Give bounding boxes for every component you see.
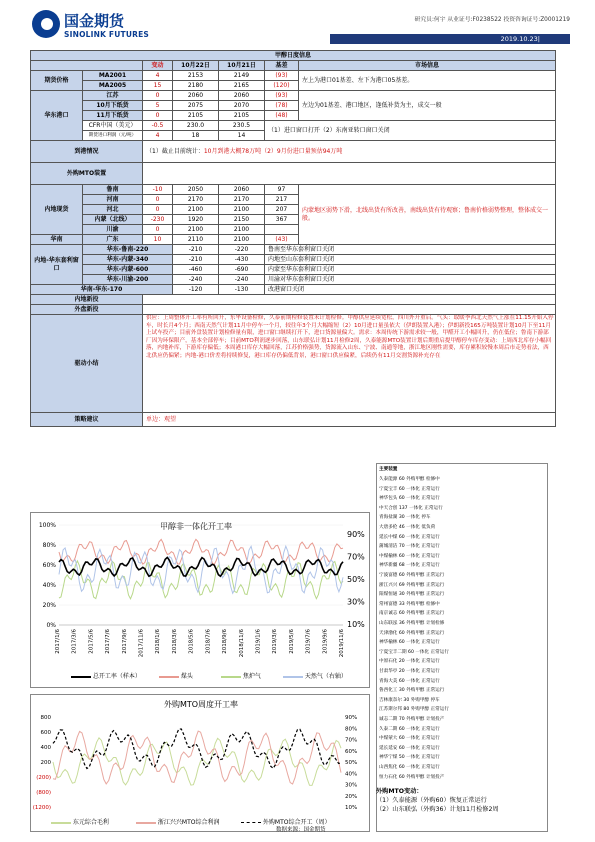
col-header-d21: 10月21日 xyxy=(219,61,265,71)
chart1-x-tick: 2018/9/6 xyxy=(222,629,229,654)
col-header-basis: 基差 xyxy=(265,61,299,71)
chart2-y2-tick: 60% xyxy=(345,748,358,755)
chart1-y2-tick: 10% xyxy=(347,620,365,629)
chart2-y2-tick: 70% xyxy=(345,737,358,744)
mto-unit-row: 鲁西化工 30 外购甲醇 正常运行 xyxy=(379,688,445,694)
logo-text-cn: 国金期货 xyxy=(64,12,125,30)
chart1-legend-coke: 焦炉气 xyxy=(221,671,261,680)
mto-unit-row: 南京诚志 60 外购甲醇 正常运行 xyxy=(379,611,445,617)
chart2-legend-2: 浙江兴兴MTO综合利润 xyxy=(136,817,220,826)
chart1-y-tick: 60% xyxy=(42,562,56,569)
chart1-x-tick: 2019/9/6 xyxy=(322,629,329,654)
futures-label: 期货价格 xyxy=(31,71,83,91)
chart2-source: 数据来源：国金期货 xyxy=(276,827,326,833)
mto-unit-row: 中煤蒙大 60 一体化 正常运行 xyxy=(379,736,440,742)
chart2-y2-tick: 90% xyxy=(345,715,358,721)
chart1-y2-tick: 90% xyxy=(347,530,365,539)
mto-unit-row: 宁夏宝丰 60 一体化 正常运行 xyxy=(379,486,440,492)
mto-unit-row: 延长延安 60 一体化 正常运行 xyxy=(379,745,440,751)
chart2-y2-tick: 40% xyxy=(345,771,358,778)
chart1-y-tick: 100% xyxy=(38,522,56,529)
arb-label: 内地-华东套利窗口 xyxy=(31,245,83,285)
chart1-legend-gas: 天然气（右轴） xyxy=(283,671,347,680)
driver-label: 驱动小结 xyxy=(31,315,143,413)
chart1-x-tick: 2018/7/6 xyxy=(205,629,212,654)
chart1-y-tick: 20% xyxy=(42,602,56,609)
chart2-y-tick: (200) xyxy=(36,775,51,781)
report-date: 2019.10.23| xyxy=(330,34,570,44)
chart1-x-tick: 2017/3/6 xyxy=(71,629,78,654)
chart1-title: 甲醇非一体化开工率 xyxy=(160,522,232,531)
note-line: （2）山东联弘（外购36）计划11月检修2周 xyxy=(376,806,499,813)
mto-unit-row: 延长中煤 60 一体化 正常运行 xyxy=(379,534,440,540)
mto-unit-row: 青海大美 60 一体化 正常运行 xyxy=(379,678,440,684)
logo-text-en: SINOLINK FUTURES xyxy=(64,30,150,39)
chart1-y2-tick: 30% xyxy=(347,597,365,607)
chart1-y-tick: 80% xyxy=(42,542,56,549)
port-info: 左边为01基差、港口地区，逢低补货为主，成交一般 xyxy=(299,91,556,121)
chart2-y2-tick: 50% xyxy=(345,760,358,766)
table-title: 甲醇日度信息 xyxy=(31,51,556,61)
mto-unit-row: 宁波富德 60 外购甲醇 正常运行 xyxy=(379,573,445,578)
chart2-y-tick: 800 xyxy=(40,715,51,721)
chart-mto-rate-svg xyxy=(31,695,371,833)
strategy-label: 策略建议 xyxy=(31,413,143,427)
chart2-y-tick: 200 xyxy=(40,760,51,766)
chart2-legend-3: 外购MTO综合开工（周） xyxy=(241,817,331,826)
mto-unit-row: 甘肃华亭 20 一体化 正常运行 xyxy=(379,669,440,674)
mto-unit-row: 天津渤化 60 外购甲醇 正常运行 xyxy=(379,630,445,636)
mto-unit-row: 神华新疆 68 一体化 正常运行 xyxy=(379,563,440,569)
chart1-x-tick: 2018/11/6 xyxy=(238,629,245,658)
driver-text: 供应：上周整体开工率有所回升，东华设备检修，久泰前期检修装置未计划检修。甲醇供应延续宽松，四川外开重启。气头：取暖季西北天然气上涨在11.15开始入停车，时长月4个月；西南天然气计划11月中停车一个月，较往年3个月大幅缩短（2）10月进口量虽依大（伊朗装置入港）；伊朗新投165万吨装置计划10月下至11月上试车投产；目前外盘装置计划检修量有限，进口窗口继续打开下，进口货源量偏大。需求：本周传统下游需求较一般，甲醛开工小幅回升，仍在低位；鲁南下游部厂因为环保限产，基本全部停车；目前MTO利润逐步回落，山东联弘计划11月检修2周，久泰能源MTO装置计划后期重启提甲醇停车库存变动：上周西北库存小幅回落，内地补库，下游库存偏低；本周港口库存大幅回落，江苏价格强势，货源流入山东、宁波、南通等地，浙江地区刚性需要，库存累积较慢本周后市走势看法，西北供应仍偏紧；内地-港口价差将持续修复，港口库存仍偏低背景，港口窗口供应偏紧，后续仍有11月交割货源补充存在 xyxy=(143,315,556,413)
outer-new-label: 外盘新投 xyxy=(31,305,143,315)
chart1-legend-coal: 煤头 xyxy=(159,671,193,680)
chart2-y-tick: 600 xyxy=(40,730,51,736)
chart1-x-tick: 2017/7/6 xyxy=(105,629,112,654)
mto-unit-list-title: 主要装置 xyxy=(379,467,398,472)
chart1-legend-total: 总开工率（样本） xyxy=(71,671,141,680)
mto-unit-row: 中天合创 137 一体化 正常运行 xyxy=(379,505,443,511)
chart1-x-tick: 2017/11/6 xyxy=(138,629,145,658)
chart2-y2-tick: 30% xyxy=(345,782,358,789)
methanol-daily-table: 甲醇日度信息 变动 10月22日 10月21日 基差 市场信息 期货价格 MA2001 4 2153 2149 (93) 左上为港口01基差、左下为港口05基差。 MA2005 15 2180 2165 (120) 华东港口 江苏 0 2060 2060 (93) 左边为01基差、港口地区，逢低补货为主，成交一般 10月下纸货 5 2075 2070 (78) 11月下纸货 0 2105 2105 (48) CFR中国（美元） -0.5 230.0 230.5 （1）进口窗口打开（2）东南亚转口窗口关闭 期货进口利润（元/吨） 4 18 14 到港情况 （1）截止目前统计：10月到港大概78万吨（2）9月份进口量预估94万吨 外购MTO装置 内地现货 鲁南 -10 2050 2060 97 内蒙地区弱势下滑，北线出货有所改善，南线出货有待观察；鲁南价格弱势整理，整体成交一般。 河南 0 2170 2170 217 河北 0 2100 2100 207 内蒙（北线） -230 1920 2150 367 川渝 0 2100 2100 华南 广东 10 2110 2100 (43) 内地-华东套利窗口 华东-鲁南-220 -210 -220 鲁南至华东套利窗口关闭 华东-内蒙-340 -210 -430 内地至山东套利窗口关闭 华东-内蒙-600 -460 -690 内蒙至华东套利窗口关闭 华东-川渝-200 -240 -240 川渝对华东套利窗口关闭 华南-华东-170 -120 -130 改港窗口关闭 内地新投 外盘新投 驱动小结 供应：上周整体开工率有所回升，东华设备检修，久泰前期检修装置未计划检修。甲醇供应延续宽松，四川外开重启。气头：取暖季西北天然气上涨在11.15开始入停车，时长月4个月；西南天然气计划11月中停车一个月，较往年3个月大幅缩短（2）10月进口量虽依大（伊朗装置入港）；伊朗新投165万吨装置计划10月下至11月上试车投产；目前外盘装置计划检修量有限，进口窗口继续打开下，进口货源量偏大。需求：本周传统下游需求较一般，甲醛开工小幅回升，仍在低位；鲁南下游部厂因为环保限产，基本全部停车；目前MTO利润逐步回落，山东联弘计划11月检修2周，久泰能源MTO装置计划后期重启提甲醇停车库存变动：上周西北库存小幅回落，内地补库，下游库存偏低；本周港口库存大幅回落，江苏价格强势，货源流入山东、宁波、南通等地，浙江地区刚性需要，库存累积较慢本周后市走势看法，西北供应仍偏紧；内地-港口价差将持续修复，港口库存仍偏低背景，港口窗口供应偏紧，后续仍有11月交割货源补充存在 策略建议 单边：观望 xyxy=(30,50,556,427)
logo-icon xyxy=(32,10,60,38)
note-line: （1）久泰能源（外购60）恢复正常运行 xyxy=(376,797,487,804)
mto-unit-row: 宁夏宝丰二期 60 一体化 正常运行 xyxy=(379,649,449,655)
mto-unit-row: 神华宁煤 50 一体化 正常运行 xyxy=(379,755,440,761)
mto-change-note xyxy=(376,786,499,813)
note-title: 外购MTO变动： xyxy=(376,788,423,795)
col-header-info: 市场信息 xyxy=(299,61,556,71)
south-label: 华南 xyxy=(31,235,83,245)
chart1-x-tick: 2019/5/6 xyxy=(288,629,295,654)
chart1-x-tick: 2019/1/6 xyxy=(255,629,262,654)
chart1-x-tick: 2018/1/6 xyxy=(155,629,162,654)
mto-unit-row: 山东联泓 36 外购甲醇 计划检修 xyxy=(379,621,445,626)
mto-unit-row: 吉林康奈尔 30 外购甲醇 停车 xyxy=(379,697,440,703)
mto-unit-row: 诚志二期 70 外购甲醇 计划投产 xyxy=(379,717,445,722)
mto-unit-row: 常州富德 33 外购甲醇 检修中 xyxy=(379,601,440,607)
mto-unit-row: 中煤榆林 60 一体化 正常运行 xyxy=(379,553,440,559)
chart2-y2-tick: 80% xyxy=(345,726,358,733)
mto-unit-row: 江苏斯尔邦 80 外购甲醇 正常运行 xyxy=(379,707,449,713)
mto-unit-list xyxy=(376,463,548,832)
chart1-x-tick: 2019/3/6 xyxy=(272,629,279,654)
arrival-label: 到港情况 xyxy=(31,141,143,163)
chart1-y-tick: 0% xyxy=(46,622,56,629)
inland-label: 内地现货 xyxy=(31,185,83,235)
mto-unit-row: 神华包头 60 一体化 正常运行 xyxy=(379,496,440,502)
chart1-x-tick: 2018/5/6 xyxy=(188,629,195,654)
mto-unit-row: 山西焦化 60 一体化 正常运行 xyxy=(379,765,440,770)
chart2-y2-tick: 10% xyxy=(345,805,358,811)
chart2-legend-1: 东元综合毛利 xyxy=(51,817,109,826)
mto-label: 外购MTO装置 xyxy=(31,163,143,185)
mto-unit-row: 中原石化 20 一体化 正常运行 xyxy=(379,659,440,665)
researcher-info: 研究员:何宇 从业证号:F0238522 投资咨询证号:Z0001219 xyxy=(414,17,570,23)
chart2-title: 外购MTO周度开工率 xyxy=(163,700,239,709)
chart2-y-tick: 400 xyxy=(40,745,51,751)
chart2-y-tick: (1200) xyxy=(32,805,51,811)
page-header xyxy=(30,8,570,42)
chart1-x-tick: 2017/9/6 xyxy=(121,629,128,654)
chart1-x-tick: 2019/11/6 xyxy=(339,629,345,658)
chart1-x-tick: 2017/5/6 xyxy=(88,629,95,654)
port-info-2: （1）进口窗口打开（2）东南亚转口窗口关闭 xyxy=(265,121,556,141)
port-label: 华东港口 xyxy=(31,91,83,141)
chart1-y2-tick: 70% xyxy=(347,552,365,562)
col-header-change: 变动 xyxy=(143,61,173,71)
futures-info: 左上为港口01基差、左下为港口05基差。 xyxy=(299,71,556,91)
chart1-y2-tick: 50% xyxy=(347,575,365,584)
inland-info: 内蒙地区弱势下滑，北线出货有所改善，南线出货有待观察；鲁南价格弱势整理，整体成交一般。 xyxy=(299,185,556,245)
chart1-x-tick: 2018/3/6 xyxy=(171,629,178,654)
chart1-y-tick: 40% xyxy=(42,582,56,589)
mto-unit-row: 阳煤恒通 30 外购甲醇 正常运行 xyxy=(379,592,445,598)
mto-unit-row: 恒力石化 60 外购甲醇 计划投产 xyxy=(379,774,445,780)
mto-unit-row: 蒲城清洁 70 一体化 正常运行 xyxy=(379,544,440,550)
arrival-text: （1）截止目前统计：10月到港大概78万吨（2）9月份进口量预估94万吨 xyxy=(143,141,556,163)
mto-unit-row: 大唐多伦 46 一体化 低负荷 xyxy=(379,525,436,530)
mto-unit-row: 神华榆林 60 一体化 正常运行 xyxy=(379,640,440,646)
strategy-text: 单边：观望 xyxy=(143,413,556,427)
mto-unit-row: 浙江兴兴 69 外购甲醇 正常运行 xyxy=(379,582,445,588)
inland-new-label: 内地新投 xyxy=(31,295,143,305)
chart-mto-rate xyxy=(30,694,370,832)
chart2-y2-tick: 20% xyxy=(345,793,358,800)
chart1-x-tick: 2019/7/6 xyxy=(305,629,312,654)
col-header-d22: 10月22日 xyxy=(173,61,219,71)
chart2-series-line xyxy=(53,731,341,784)
chart1-series-line xyxy=(59,539,343,564)
chart2-y-tick: (800) xyxy=(36,790,51,796)
chart-operating-rate xyxy=(30,512,370,688)
mto-unit-row: 久泰能源 60 外购甲醇 检修中 xyxy=(379,477,440,482)
chart-operating-rate-svg xyxy=(31,513,371,689)
futures-name: MA2001 xyxy=(83,71,143,81)
mto-unit-row: 青海盐湖 30 一体化 停车 xyxy=(379,515,431,521)
chart1-x-tick: 2017/1/6 xyxy=(55,629,61,654)
mto-unit-row: 久泰二期 60 一体化 正常运行 xyxy=(379,726,440,732)
